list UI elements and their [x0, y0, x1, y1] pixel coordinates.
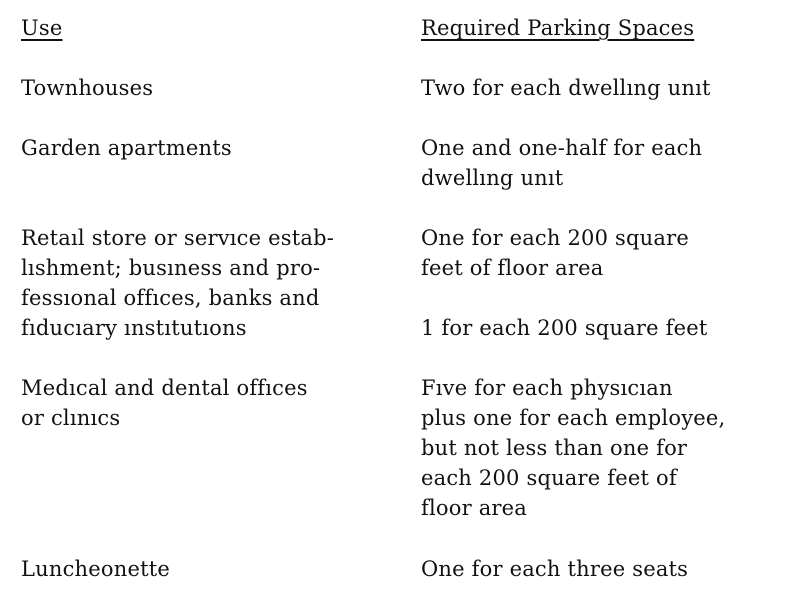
use-cell-townhouses: Townhouses	[21, 76, 154, 100]
use-column-header: Use	[21, 16, 63, 40]
required-parking-column-header: Required Parking Spaces	[421, 16, 695, 40]
required-cell-garden-apartments: One and one-half for each dwellıng unıt	[421, 136, 703, 190]
use-cell-medical-dental: Medıcal and dental offıces or clınıcs	[21, 376, 308, 430]
required-cell-luncheonette: One for each three seats	[421, 557, 689, 581]
required-cell-townhouses: Two for each dwellıng unıt	[421, 76, 711, 100]
use-cell-retail-offices: Retaıl store or servıce estab- lıshment; busıness and pro- fessıonal offıces, banks and fıducıary ınstıtutıons	[21, 226, 335, 340]
use-cell-luncheonette: Luncheonette	[21, 557, 171, 581]
use-cell-garden-apartments: Garden apartments	[21, 136, 232, 160]
required-cell-retail-offices: One for each 200 square feet of floor area	[421, 226, 689, 280]
required-cell-alternate: 1 for each 200 square feet	[421, 316, 708, 340]
required-cell-medical-dental: Fıve for each physıcıan plus one for each employee, but not less than one for each 200 square feet of floor area	[421, 376, 726, 520]
